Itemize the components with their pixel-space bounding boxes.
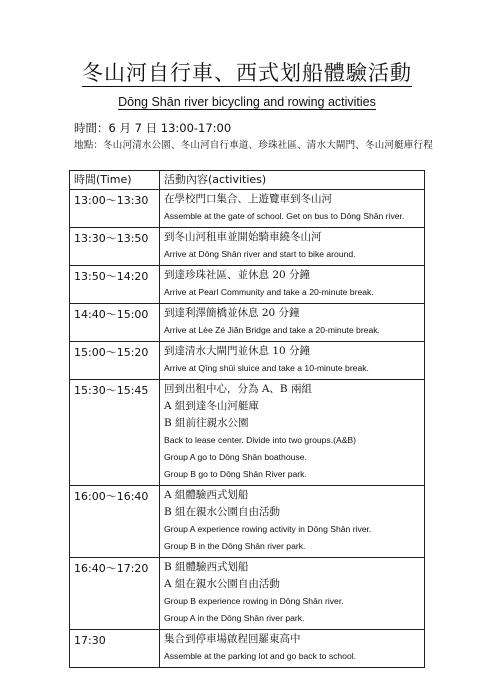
activity-cell bbox=[160, 342, 425, 380]
table-row bbox=[70, 190, 425, 228]
table-row bbox=[70, 486, 425, 558]
table-row bbox=[70, 266, 425, 304]
time-cell: 13:30～13:50 bbox=[70, 228, 160, 266]
activities-column-header: 活動內容(activities) bbox=[160, 171, 425, 190]
time-cell: 15:30～15:45 bbox=[70, 380, 160, 486]
activity-line-en: Assemble at the gate of school. Get on bus to Dōng Shān river. bbox=[164, 211, 405, 221]
time-line: 時間：6 月 7 日 13:00-17:00 bbox=[74, 121, 232, 135]
activity-line-en: Group A experience rowing activity in Dōng Shān river. bbox=[164, 524, 372, 534]
table-row bbox=[70, 558, 425, 630]
activity-line-zh: 到達利澤簡橋並休息 20 分鐘 bbox=[164, 307, 300, 319]
activity-line-zh: 到達珍珠社區、並休息 20 分鐘 bbox=[164, 269, 311, 281]
activity-cell bbox=[160, 228, 425, 266]
time-cell: 15:00～15:20 bbox=[70, 342, 160, 380]
activity-line-zh: 集合到停車場啟程回羅東高中 bbox=[164, 633, 301, 645]
time-cell: 16:00～16:40 bbox=[70, 486, 160, 558]
activity-cell bbox=[160, 266, 425, 304]
activity-line-en: Arrive at Dōng Shān river and start to bike around. bbox=[164, 249, 356, 259]
activity-line-en: Assemble at the parking lot and go back to school. bbox=[164, 651, 357, 661]
time-column-header: 時間(Time) bbox=[70, 171, 160, 190]
activity-line-zh: A 組到達冬山河艇庫 bbox=[164, 400, 259, 412]
activity-cell bbox=[160, 190, 425, 228]
activity-line-zh: 到冬山河租車並開始騎車繞冬山河 bbox=[164, 231, 322, 243]
table-row bbox=[70, 342, 425, 380]
activity-line-en: Group A in the Dōng Shān river park. bbox=[164, 613, 305, 623]
activity-line-en: Arrive at Qīng shǔi sluice and take a 10-minute break. bbox=[164, 363, 369, 373]
activity-line-en: Arrive at Lèe Zé Jiǎn Bridge and take a 20-minute break. bbox=[164, 325, 380, 335]
table-row bbox=[70, 630, 425, 668]
schedule-table bbox=[69, 170, 425, 668]
activity-cell bbox=[160, 558, 425, 630]
activity-line-zh: B 組體驗西式划船 bbox=[164, 561, 249, 573]
activity-line-en: Back to lease center. Divide into two groups.(A&B) bbox=[164, 435, 357, 445]
table-row bbox=[70, 228, 425, 266]
activity-line-en: Group A go to Dōng Shān boathouse. bbox=[164, 452, 307, 462]
schedule-body bbox=[70, 190, 425, 668]
activity-line-zh: 回到出租中心，分為 A、B 兩組 bbox=[164, 383, 312, 395]
time-cell: 16:40～17:20 bbox=[70, 558, 160, 630]
activity-line-zh: B 組前往親水公園 bbox=[164, 417, 249, 429]
activity-cell bbox=[160, 630, 425, 668]
time-cell: 14:40～15:00 bbox=[70, 304, 160, 342]
table-row bbox=[70, 304, 425, 342]
activity-line-en: Group B experience rowing in Dōng Shān river. bbox=[164, 596, 344, 606]
activity-cell bbox=[160, 486, 425, 558]
activity-line-zh: A 組在親水公園自由活動 bbox=[164, 578, 280, 590]
activity-line-zh: B 組在親水公園自由活動 bbox=[164, 506, 281, 518]
activity-line-zh: 到達清水大閘門並休息 10 分鐘 bbox=[164, 345, 311, 357]
place-line: 地點：冬山河清水公園、冬山河自行車道、珍珠社區、清水大閘門、冬山河艇庫行程 bbox=[74, 140, 433, 151]
activity-line-zh: A 組體驗西式划船 bbox=[164, 489, 249, 501]
document-title: 冬山河自行車、西式划船體驗活動 bbox=[82, 61, 412, 85]
table-row bbox=[70, 380, 425, 486]
time-cell: 17:30 bbox=[70, 630, 160, 668]
activity-line-en: Arrive at Pearl Community and take a 20-minute break. bbox=[164, 287, 374, 297]
time-cell: 13:50～14:20 bbox=[70, 266, 160, 304]
activity-cell bbox=[160, 380, 425, 486]
document-subtitle: Dōng Shān river bicycling and rowing activities bbox=[118, 95, 376, 109]
activity-cell bbox=[160, 304, 425, 342]
activity-line-en: Group B in the Dōng Shān river park. bbox=[164, 541, 306, 551]
time-cell: 13:00～13:30 bbox=[70, 190, 160, 228]
table-header-row bbox=[70, 171, 425, 190]
activity-line-zh: 在學校門口集合、上遊覽車到冬山河 bbox=[164, 193, 332, 205]
activity-line-en: Group B go to Dōng Shān River park. bbox=[164, 469, 307, 479]
